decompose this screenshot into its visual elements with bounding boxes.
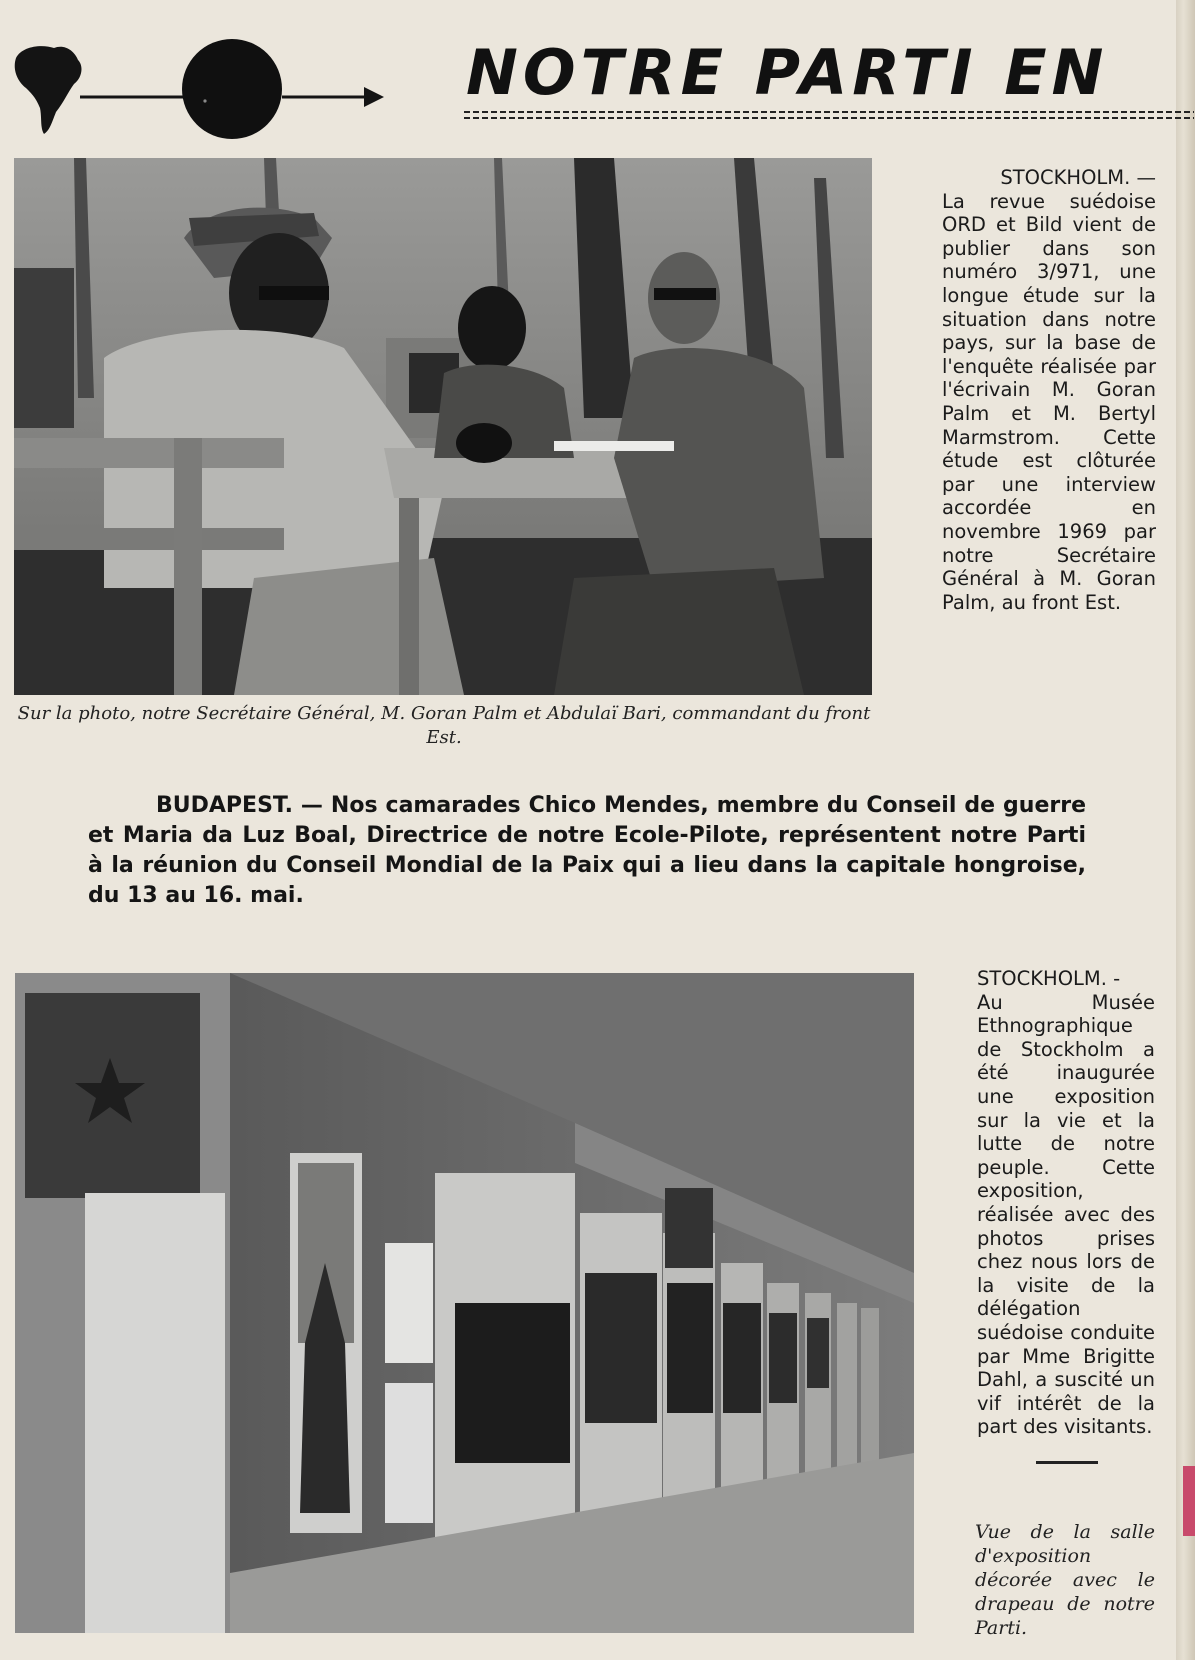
arrow-right-icon [282,87,384,107]
article-dateline: STOCKHOLM. — [1000,166,1156,189]
article-dateline: STOCKHOLM. - [977,967,1121,990]
article-body: La revue suédoise ORD et Bild vient de publier dans son numéro 3/971, une longue étude sur la situation dans notre pays, sur la base de l'enquête réalisée par l'écrivain M. Goran Palm et M. Bertyl Marmstrom. Cette étude est clôturée par une interview accordée en novembre 1969 par notre Secrétaire Général à M. Goran Palm, au front Est. [942,189,1156,614]
article-stockholm-exposition [977,967,1155,1439]
page-edge [1176,0,1195,1660]
exhibition-photo [15,973,914,1633]
article-stockholm-ord-bild [942,166,1156,614]
circle-dot-icon [182,39,282,139]
africa-map-icon [15,46,82,134]
edge-color-mark [1183,1466,1195,1536]
article-budapest: BUDAPEST. — Nos camarades Chico Mendes, membre du Conseil de guerre et Maria da Luz Boal, Directrice de notre Ecole-Pilote, représentent notre Parti à la réunion du Conseil Mondial de la Paix qui a lieu dans la capitale hongroise, du 13 au 16. mai. [88,793,1086,908]
article-body: Au Musée Ethnographique de Stockholm a été inaugurée une exposition sur la vie et la lutte de notre peuple. Cette exposition, réalisée avec des photos prises chez nous lors de la visite de la délégation suédoise conduite par Mme Brigitte Dahl, a suscité un vif intérêt de la part des visitants. [977,990,1155,1439]
dotted-rule [464,111,1194,120]
page-headline: NOTRE PARTI EN [466,36,1109,109]
meeting-photo [14,158,872,695]
header-graphic [12,38,412,148]
photo-caption: Vue de la salle d'exposition décorée avec le drapeau de notre Parti. [975,1521,1155,1639]
separator-rule [1036,1461,1098,1464]
photo-caption: Sur la photo, notre Secrétaire Général, M. Goran Palm et Abdulaï Bari, commandant du front Est. [17,703,871,748]
